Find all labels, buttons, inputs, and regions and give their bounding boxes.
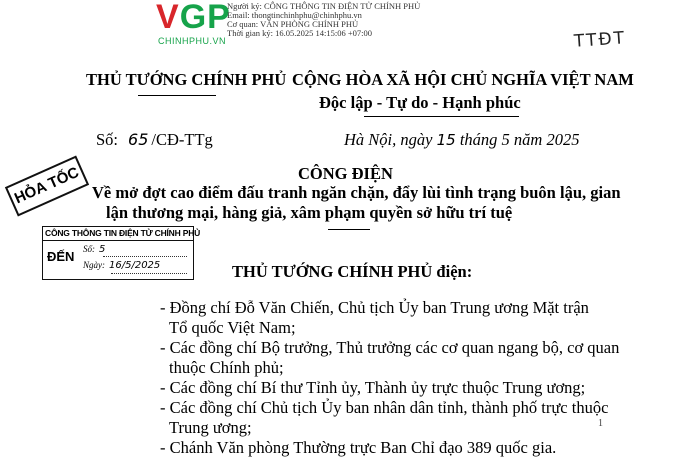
agency-label: Cơ quan: VĂN PHÒNG CHÍNH PHỦ <box>227 19 359 29</box>
recipient-item: - Đồng chí Đỗ Văn Chiến, Chủ tịch Ủy ban Trung ương Mặt trận <box>160 298 589 317</box>
received-number-label: Số: <box>83 244 95 254</box>
received-stamp <box>42 226 201 280</box>
motto-underline <box>364 116 519 117</box>
recipient-item: - Các đồng chí Chủ tịch Ủy ban nhân dân tỉnh, thành phố trực thuộc <box>160 398 609 417</box>
date-prefix: Hà Nội, ngày <box>344 130 433 149</box>
logo-v: V <box>156 0 180 36</box>
received-stamp-den: ĐẾN <box>47 249 75 264</box>
issuing-organization: THỦ TƯỚNG CHÍNH PHỦ <box>86 70 287 89</box>
received-number-value: 5 <box>99 244 106 255</box>
issue-date <box>344 130 579 150</box>
subject-line: Về mở đợt cao điểm đấu tranh ngăn chặn, đẩy lùi tình trạng buôn lậu, gian <box>92 183 621 202</box>
received-stamp-header: CÔNG THÔNG TIN ĐIỆN TỬ CHÍNH PHỦ <box>45 228 201 238</box>
org-underline <box>138 95 216 96</box>
subject-line: lận thương mại, hàng giả, xâm phạm quyền sở hữu trí tuệ <box>106 203 513 222</box>
date-suffix: tháng 5 năm 2025 <box>459 130 580 149</box>
recipients-title: THỦ TƯỚNG CHÍNH PHỦ điện: <box>232 262 473 281</box>
urgent-stamp: HỎA TỐC <box>5 156 89 217</box>
subject-underline <box>328 229 370 230</box>
national-title: CỘNG HÒA XÃ HỘI CHỦ NGHĨA VIỆT NAM <box>292 70 634 89</box>
received-date-label: Ngày: <box>83 260 105 270</box>
email-label: Email: thongtinchinhphu@chinhphu.vn <box>227 10 362 20</box>
received-date-value: 16/5/2025 <box>109 260 161 271</box>
signer-label: Người ký: CÔNG THÔNG TIN ĐIỆN TỬ CHÍNH PHỦ <box>227 1 421 11</box>
recipient-item-continued: Tổ quốc Việt Nam; <box>169 318 296 337</box>
recipient-item-continued: thuộc Chính phủ; <box>169 358 284 377</box>
national-motto: Độc lập - Tự do - Hạnh phúc <box>319 93 521 112</box>
received-stamp-date <box>83 260 160 271</box>
received-date-dotline <box>111 273 187 274</box>
recipient-item: - Các đồng chí Bộ trưởng, Thủ trưởng các cơ quan ngang bộ, cơ quan <box>160 338 620 357</box>
document-type: CÔNG ĐIỆN <box>298 164 393 183</box>
ref-number: 65 <box>128 130 149 149</box>
margin-mark: 1 <box>598 418 603 429</box>
recipient-item-continued: Trung ương; <box>169 418 252 437</box>
logo-gp: GP <box>179 0 231 36</box>
ref-label: Số: <box>96 130 119 149</box>
recipient-item: - Chánh Văn phòng Thường trực Ban Chỉ đạo 389 quốc gia. <box>160 438 557 457</box>
received-stamp-divider <box>43 240 193 241</box>
date-day: 15 <box>436 131 456 149</box>
signing-time-label: Thời gian ký: 16.05.2025 14:15:06 +07:00 <box>227 28 373 38</box>
handwritten-mark: TTĐT <box>573 28 627 52</box>
vgp-logo <box>156 0 231 34</box>
reference-number <box>96 130 213 150</box>
received-stamp-number <box>83 244 105 255</box>
logo-subtitle: CHINHPHU.VN <box>158 36 227 46</box>
ref-code: /CĐ-TTg <box>151 130 213 149</box>
recipient-item: - Các đồng chí Bí thư Tỉnh ủy, Thành ủy trực thuộc Trung ương; <box>160 378 586 397</box>
received-number-dotline <box>103 256 187 257</box>
